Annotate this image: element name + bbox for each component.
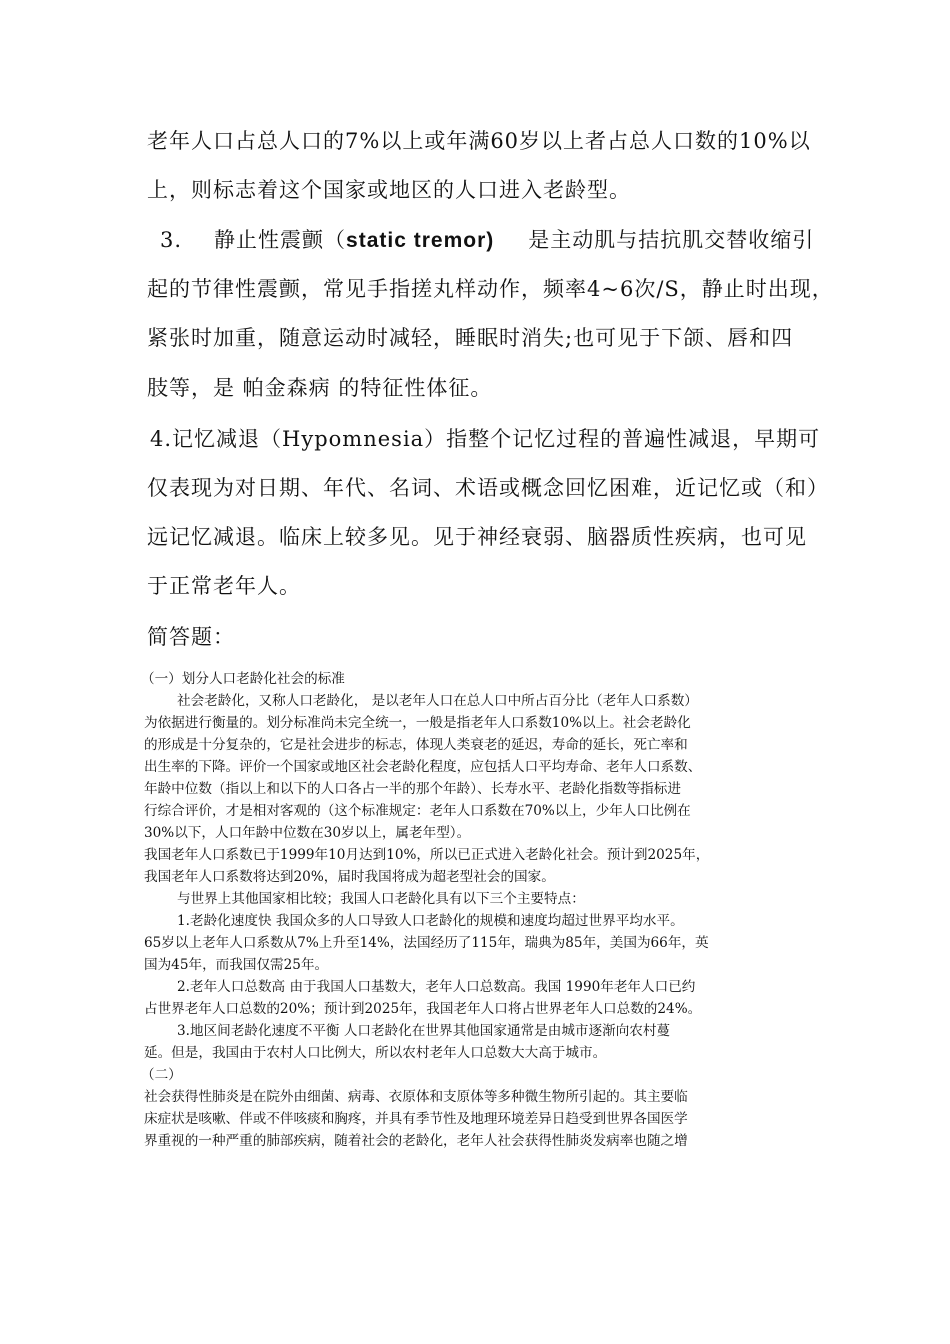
paragraph-line: 肢等，是 帕金森病 的特征性体征。: [147, 376, 493, 400]
paragraph-line: 与世界上其他国家相比较；我国人口老龄化具有以下三个主要特点：: [177, 891, 585, 907]
paragraph-line: 紧张时加重，随意运动时减轻，睡眠时消失;也可见于下颌、唇和四: [147, 326, 794, 350]
paragraph-line: 于正常老年人。: [147, 574, 301, 598]
subsection-heading: （一）划分人口老龄化社会的标准: [141, 671, 345, 687]
paragraph-line: 65岁以上老年人口系数从7%上升至14%，法国经历了115年，瑞典为85年，美国为66年，英: [144, 935, 709, 951]
paragraph-line: 床症状是咳嗽、伴或不伴咳痰和胸疼，并具有季节性及地理环境差异日趋受到世界各国医学: [144, 1111, 688, 1127]
paragraph-line: 社会获得性肺炎是在院外由细菌、病毒、衣原体和支原体等多种微生物所引起的。其主要临: [144, 1089, 688, 1105]
paragraph-line: 界重视的一种严重的肺部疾病，随着社会的老龄化，老年人社会获得性肺炎发病率也随之增: [144, 1133, 688, 1149]
paragraph-line: 社会老龄化，又称人口老龄化， 是以老年人口在总人口中所占百分比（老年人口系数）: [177, 693, 698, 709]
paragraph-line: 延。但是，我国由于农村人口比例大，所以农村老年人口总数大大高于城市。: [144, 1045, 607, 1061]
paragraph-line: 4.记忆减退（Hypomnesia）指整个记忆过程的普遍性减退，早期可: [150, 427, 821, 451]
paragraph-line: 起的节律性震颤，常见手指搓丸样动作，频率4~6次/S，静止时出现，: [147, 277, 834, 301]
paragraph-line: 国为45年，而我国仅需25年。: [144, 957, 329, 973]
subsection-heading: （二）: [141, 1067, 182, 1083]
paragraph-line: 仅表现为对日期、年代、名词、术语或概念回忆困难，近记忆或（和）: [147, 476, 829, 500]
paragraph-line: 3.地区间老龄化速度不平衡 人口老龄化在世界其他国家通常是由城市逐渐向农村蔓: [177, 1023, 671, 1039]
item-3-number: 3.: [160, 228, 183, 252]
paragraph-line: 为依据进行衡量的。划分标准尚未完全统一，一般是指老年人口系数10%以上。社会老龄化: [144, 715, 691, 731]
paragraph-line: 老年人口占总人口的7%以上或年满60岁以上者占总人口数的10%以: [147, 129, 811, 153]
item-3-definition: 是主动肌与拮抗肌交替收缩引: [528, 228, 815, 252]
item-3-term: 静止性震颤（: [214, 228, 347, 252]
paragraph-line: 我国老年人口系数将达到20%，届时我国将成为超老型社会的国家。: [144, 869, 555, 885]
paragraph-line: 出生率的下降。评价一个国家或地区社会老龄化程度，应包括人口平均寿命、老年人口系数、: [144, 759, 702, 775]
paragraph-line: 1.老龄化速度快 我国众多的人口导致人口老龄化的规模和速度均超过世界平均水平。: [177, 913, 684, 929]
paragraph-line: 上，则标志着这个国家或地区的人口进入老龄型。: [147, 178, 631, 202]
paragraph-line: 行综合评价，才是相对客观的（这个标准规定：老年人口系数在70%以上，少年人口比例在: [144, 803, 691, 819]
paragraph-line: 占世界老年人口总数的20%；预计到2025年，我国老年人口将占世界老年人口总数的24%。: [144, 1001, 702, 1017]
paragraph-line: 的形成是十分复杂的，它是社会进步的标志，体现人类衰老的延迟，寿命的延长，死亡率和: [144, 737, 688, 753]
section-heading: 简答题：: [147, 625, 235, 649]
paragraph-line: 远记忆减退。临床上较多见。见于神经衰弱、脑器质性疾病，也可见: [147, 525, 807, 549]
paragraph-line: 年龄中位数（指以上和以下的人口各占一半的那个年龄）、长寿水平、老龄化指数等指标进: [144, 781, 681, 797]
item-3-line: [160, 224, 814, 254]
paragraph-line: 30%以下，人口年龄中位数在30岁以上，属老年型）。: [144, 825, 471, 841]
item-3-english: static tremor): [346, 229, 495, 252]
paragraph-line: 2.老年人口总数高 由于我国人口基数大，老年人口总数高。我国 1990年老年人口已约: [177, 979, 696, 995]
paragraph-line: 我国老年人口系数已于1999年10月达到10%，所以已正式进入老龄化社会。预计到2025年，: [144, 847, 710, 863]
